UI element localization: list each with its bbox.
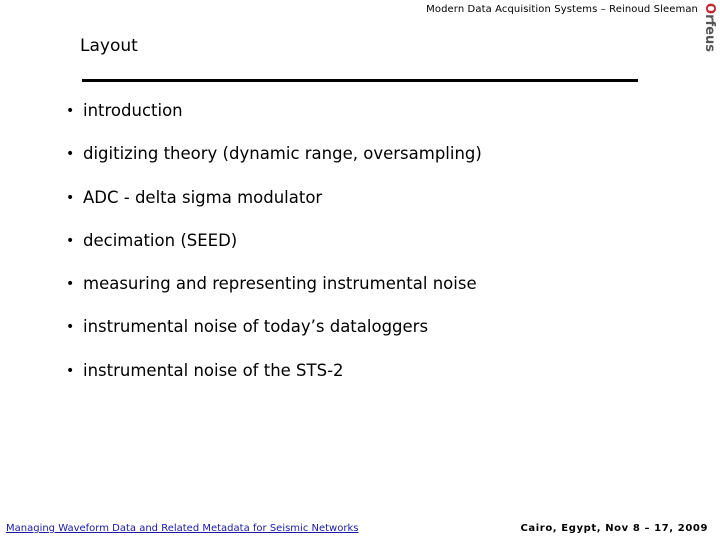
bullet-icon: •	[66, 189, 75, 206]
bullet-item-introduction	[66, 100, 482, 143]
title-divider	[82, 79, 638, 82]
bullet-icon: •	[66, 103, 75, 119]
bullet-item-decimation	[66, 230, 482, 273]
bullet-text: instrumental noise of today’s dataloggers	[83, 317, 429, 337]
bullet-text: measuring and representing instrumental noise	[83, 274, 477, 294]
bullet-icon: •	[66, 362, 75, 379]
bullet-icon: •	[66, 146, 75, 163]
bullet-item-measuring-noise	[66, 273, 482, 316]
bullet-text: ADC - delta sigma modulator	[83, 187, 323, 207]
bullet-text: digitizing theory (dynamic range, oversampling)	[83, 144, 482, 164]
footer-date: Cairo, Egypt, Nov 8 – 17, 2009	[520, 523, 708, 534]
footer-workshop-link[interactable]: Managing Waveform Data and Related Metadata for Seismic Networks	[6, 523, 359, 534]
bullet-icon: •	[66, 276, 75, 293]
bullet-icon: •	[66, 232, 75, 249]
orfeus-logo-text: Orfeus	[702, 3, 717, 52]
bullet-item-adc	[66, 187, 482, 230]
orfeus-logo	[701, 2, 719, 62]
bullet-text: decimation (SEED)	[83, 230, 238, 250]
bullet-item-datalogger-noise	[66, 316, 482, 359]
bullet-item-digitizing-theory	[66, 143, 482, 186]
slide-title: Layout	[80, 36, 138, 56]
bullet-text: introduction	[83, 101, 183, 120]
header-title: Modern Data Acquisition Systems – Reinoud Sleeman	[426, 4, 698, 15]
bullet-item-sts2-noise	[66, 360, 482, 403]
bullet-list	[66, 100, 482, 403]
bullet-icon: •	[66, 319, 75, 336]
bullet-text: instrumental noise of the STS-2	[83, 360, 344, 380]
